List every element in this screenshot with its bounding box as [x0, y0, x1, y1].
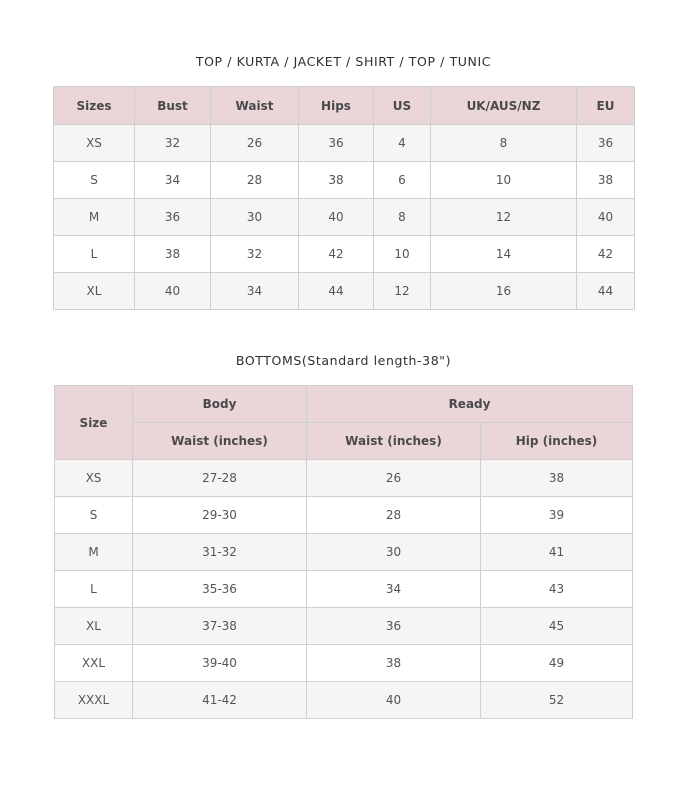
bottoms-size-chart-table	[54, 385, 633, 719]
table-cell: 12	[431, 199, 577, 236]
column-header-ready-hip: Hip (inches)	[481, 423, 633, 460]
group-header-body: Body	[133, 386, 307, 423]
table-cell: 4	[374, 125, 431, 162]
table-cell: 26	[307, 460, 481, 497]
table-cell: 52	[481, 682, 633, 719]
table-header-row	[55, 386, 633, 423]
column-header-body-waist: Waist (inches)	[133, 423, 307, 460]
table-cell: 30	[211, 199, 299, 236]
table-cell: 32	[211, 236, 299, 273]
table-cell: 28	[211, 162, 299, 199]
table-cell: 43	[481, 571, 633, 608]
table-cell: 30	[307, 534, 481, 571]
bottoms-size-chart-title: BOTTOMS(Standard length-38")	[235, 353, 452, 368]
column-header-sizes: Sizes	[54, 87, 135, 125]
table-row	[55, 571, 633, 608]
table-cell: 38	[299, 162, 374, 199]
table-cell: 38	[577, 162, 635, 199]
table-cell: 40	[577, 199, 635, 236]
table-cell: 41-42	[133, 682, 307, 719]
table-cell: XL	[55, 608, 133, 645]
table-cell: XXXL	[55, 682, 133, 719]
top-size-chart-table	[53, 86, 635, 310]
column-header-waist: Waist	[211, 87, 299, 125]
table-cell: 36	[135, 199, 211, 236]
table-cell: M	[54, 199, 135, 236]
table-cell: 32	[135, 125, 211, 162]
table-cell: 10	[431, 162, 577, 199]
table-cell: 38	[307, 645, 481, 682]
group-header-ready: Ready	[307, 386, 633, 423]
table-cell: XS	[55, 460, 133, 497]
table-cell: 42	[299, 236, 374, 273]
column-header-us: US	[374, 87, 431, 125]
table-row	[55, 682, 633, 719]
table-cell: 41	[481, 534, 633, 571]
table-row	[54, 236, 635, 273]
top-size-chart-title: TOP / KURTA / JACKET / SHIRT / TOP / TUNIC	[195, 54, 492, 69]
table-row	[54, 199, 635, 236]
table-cell: 36	[307, 608, 481, 645]
table-cell: 27-28	[133, 460, 307, 497]
table-cell: 40	[307, 682, 481, 719]
table-cell: 16	[431, 273, 577, 310]
table-cell: 29-30	[133, 497, 307, 534]
table-cell: 28	[307, 497, 481, 534]
table-cell: 34	[135, 162, 211, 199]
table-cell: XL	[54, 273, 135, 310]
table-cell: 37-38	[133, 608, 307, 645]
table-cell: 49	[481, 645, 633, 682]
table-header-row	[54, 87, 635, 125]
table-cell: 38	[481, 460, 633, 497]
table-cell: 14	[431, 236, 577, 273]
table-row	[55, 460, 633, 497]
table-row	[54, 125, 635, 162]
table-cell: L	[54, 236, 135, 273]
table-cell: 8	[431, 125, 577, 162]
column-header-hips: Hips	[299, 87, 374, 125]
table-cell: 10	[374, 236, 431, 273]
table-row	[55, 608, 633, 645]
table-cell: 38	[135, 236, 211, 273]
column-header-bust: Bust	[135, 87, 211, 125]
table-cell: M	[55, 534, 133, 571]
column-header-eu: EU	[577, 87, 635, 125]
column-header-uk-aus-nz: UK/AUS/NZ	[431, 87, 577, 125]
table-cell: L	[55, 571, 133, 608]
table-row	[55, 497, 633, 534]
table-row	[55, 645, 633, 682]
table-cell: 40	[299, 199, 374, 236]
table-cell: 36	[577, 125, 635, 162]
table-cell: 35-36	[133, 571, 307, 608]
table-cell: 12	[374, 273, 431, 310]
table-row	[54, 162, 635, 199]
table-cell: 6	[374, 162, 431, 199]
column-header-size: Size	[55, 386, 133, 460]
table-cell: 40	[135, 273, 211, 310]
table-cell: 31-32	[133, 534, 307, 571]
table-row	[54, 273, 635, 310]
table-cell: 34	[211, 273, 299, 310]
table-cell: S	[54, 162, 135, 199]
table-cell: S	[55, 497, 133, 534]
table-cell: 44	[299, 273, 374, 310]
table-cell: 36	[299, 125, 374, 162]
table-cell: 26	[211, 125, 299, 162]
column-header-ready-waist: Waist (inches)	[307, 423, 481, 460]
table-cell: XXL	[55, 645, 133, 682]
table-cell: 45	[481, 608, 633, 645]
table-cell: 39-40	[133, 645, 307, 682]
table-cell: 34	[307, 571, 481, 608]
table-cell: 44	[577, 273, 635, 310]
table-row	[55, 534, 633, 571]
table-cell: 8	[374, 199, 431, 236]
table-cell: XS	[54, 125, 135, 162]
table-cell: 39	[481, 497, 633, 534]
table-cell: 42	[577, 236, 635, 273]
table-subheader-row	[55, 423, 633, 460]
